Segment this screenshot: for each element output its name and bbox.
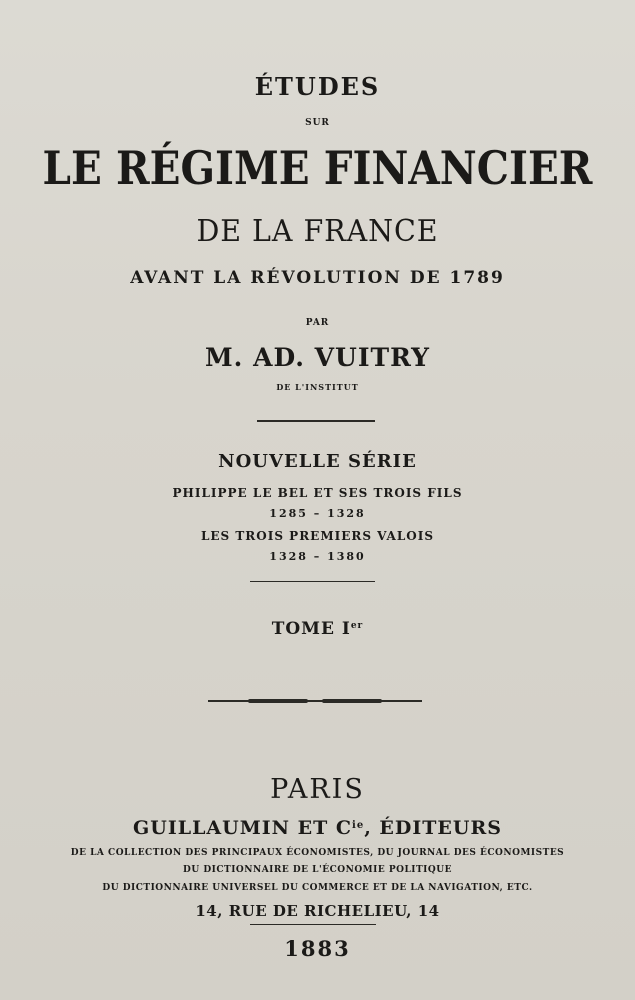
publisher-sup: ie — [352, 820, 365, 831]
volume-text: TOME I — [271, 619, 351, 639]
divider-rule — [250, 581, 375, 582]
author-affiliation: DE L'INSTITUT — [276, 382, 359, 392]
series-label: NOUVELLE SÉRIE — [218, 451, 417, 472]
divider-rule — [250, 924, 376, 925]
volume-suffix: er — [350, 621, 364, 631]
ornamental-rule — [208, 700, 422, 702]
divider-rule — [257, 420, 375, 422]
imprint-line-3: DU DICTIONNAIRE UNIVERSEL DU COMMERCE ET DE LA NAVIGATION, ETC. — [102, 883, 533, 893]
part2-title: LES TROIS PREMIERS VALOIS — [200, 529, 435, 543]
period-line: AVANT LA RÉVOLUTION DE 1789 — [130, 268, 505, 288]
imprint-line-2: DU DICTIONNAIRE DE L'ÉCONOMIE POLITIQUE — [183, 865, 452, 875]
publisher-text: GUILLAUMIN ET C — [133, 817, 353, 839]
author-name: M. AD. VUITRY — [204, 343, 431, 372]
publisher-name — [0, 817, 635, 839]
heading-etudes: ÉTUDES — [254, 72, 381, 101]
word-sur: SUR — [305, 118, 330, 128]
publisher-address: 14, RUE DE RICHELIEU, 14 — [195, 902, 440, 920]
subtitle: DE LA FRANCE — [196, 214, 439, 249]
part1-title: PHILIPPE LE BEL ET SES TROIS FILS — [172, 486, 463, 500]
word-par: PAR — [305, 318, 330, 328]
imprint-city: PARIS — [270, 774, 365, 805]
publisher-rest: , ÉDITEURS — [364, 817, 502, 839]
part2-dates: 1328 – 1380 — [269, 550, 366, 563]
imprint-line-1: DE LA COLLECTION DES PRINCIPAUX ÉCONOMISTES, DU JOURNAL DES ÉCONOMISTES — [70, 848, 565, 858]
main-title: LE RÉGIME FINANCIER — [42, 141, 593, 195]
volume-label — [0, 619, 635, 639]
part1-dates: 1285 – 1328 — [269, 507, 366, 520]
publication-year: 1883 — [284, 936, 351, 961]
